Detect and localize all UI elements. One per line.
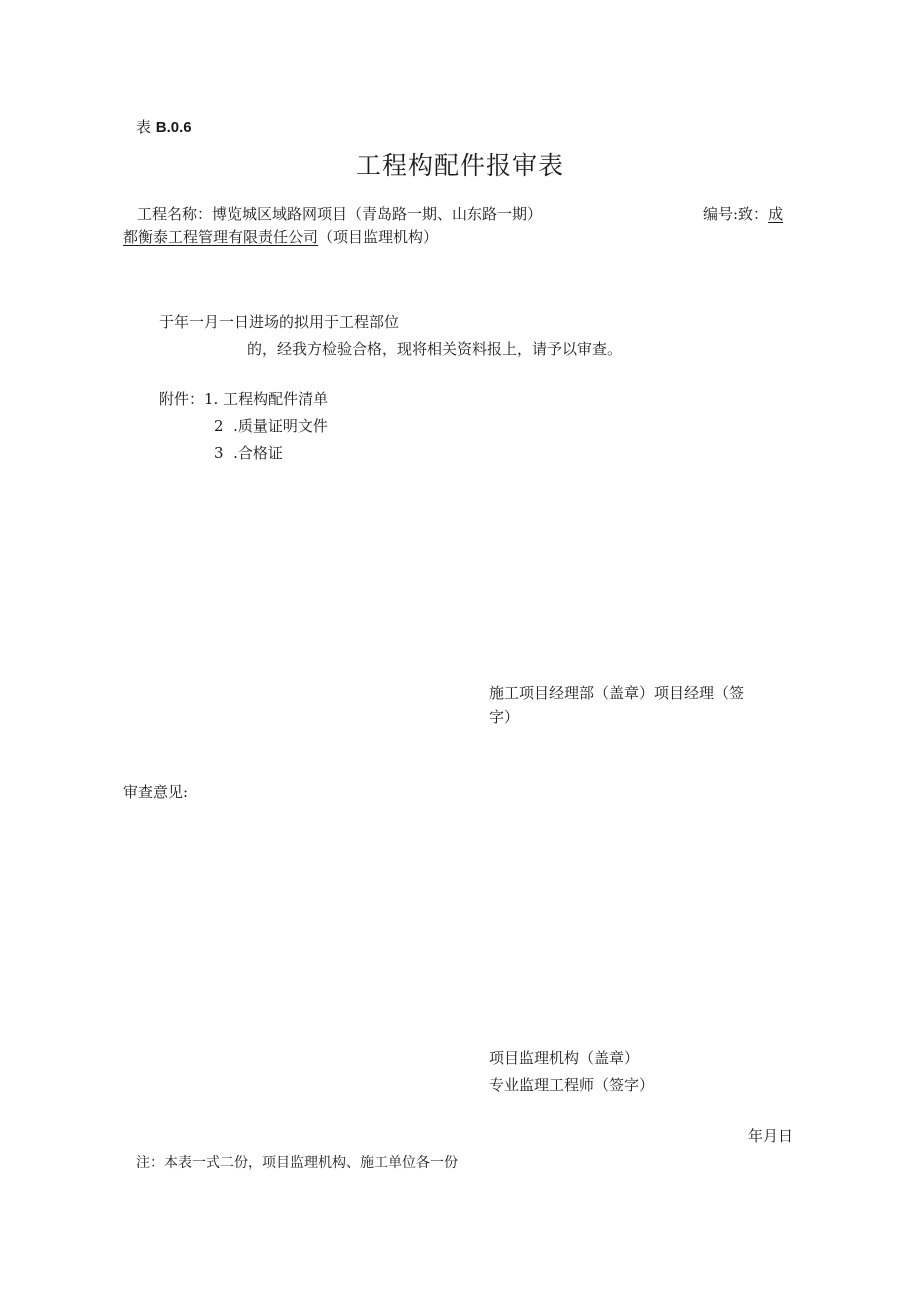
- form-code-prefix: 表: [136, 118, 156, 136]
- form-code-number: B.0.6: [155, 119, 192, 136]
- addressee-role: （项目监理机构）: [318, 228, 439, 246]
- attachment-item: 3 .合格证: [214, 444, 283, 462]
- addressee-start: 成: [768, 205, 784, 223]
- date-line: 年月日: [748, 1127, 794, 1145]
- engineer-signature-line: 专业监理工程师（签字）: [489, 1076, 655, 1094]
- addressee-company: 都衡泰工程管理有限责任公司: [123, 228, 319, 246]
- project-name-line: [137, 203, 542, 224]
- footnote: 注：本表一式二份，项目监理机构、施工单位各一份: [136, 1155, 458, 1171]
- attachments-label: 附件：: [159, 390, 205, 408]
- contractor-signature-line-1: 施工项目经理部（盖章）项目经理（签: [489, 684, 745, 702]
- project-name-label: 工程名称：: [137, 205, 213, 223]
- addressee-line: [123, 226, 438, 247]
- attachment-item: 1. 工程构配件清单: [204, 390, 329, 408]
- contractor-signature-line-2: 字）: [489, 708, 520, 726]
- attachments-line: [159, 388, 328, 409]
- body-line-1: 于年一月一日进场的拟用于工程部位: [159, 313, 400, 331]
- project-name-value: 博览城区域路网项目（青岛路一期、山东路一期）: [212, 205, 543, 223]
- number-to-label: 编号:致：: [703, 205, 769, 223]
- document-title: 工程构配件报审表: [355, 151, 564, 180]
- supervisor-seal-line: 项目监理机构（盖章）: [489, 1049, 640, 1067]
- body-line-2: 的，经我方检验合格，现将相关资料报上，请予以审查。: [247, 340, 623, 358]
- form-code: [136, 116, 192, 137]
- attachment-item: 2 .质量证明文件: [214, 417, 328, 435]
- number-to-line: [703, 203, 783, 224]
- review-opinion-label: 审查意见:: [123, 783, 189, 801]
